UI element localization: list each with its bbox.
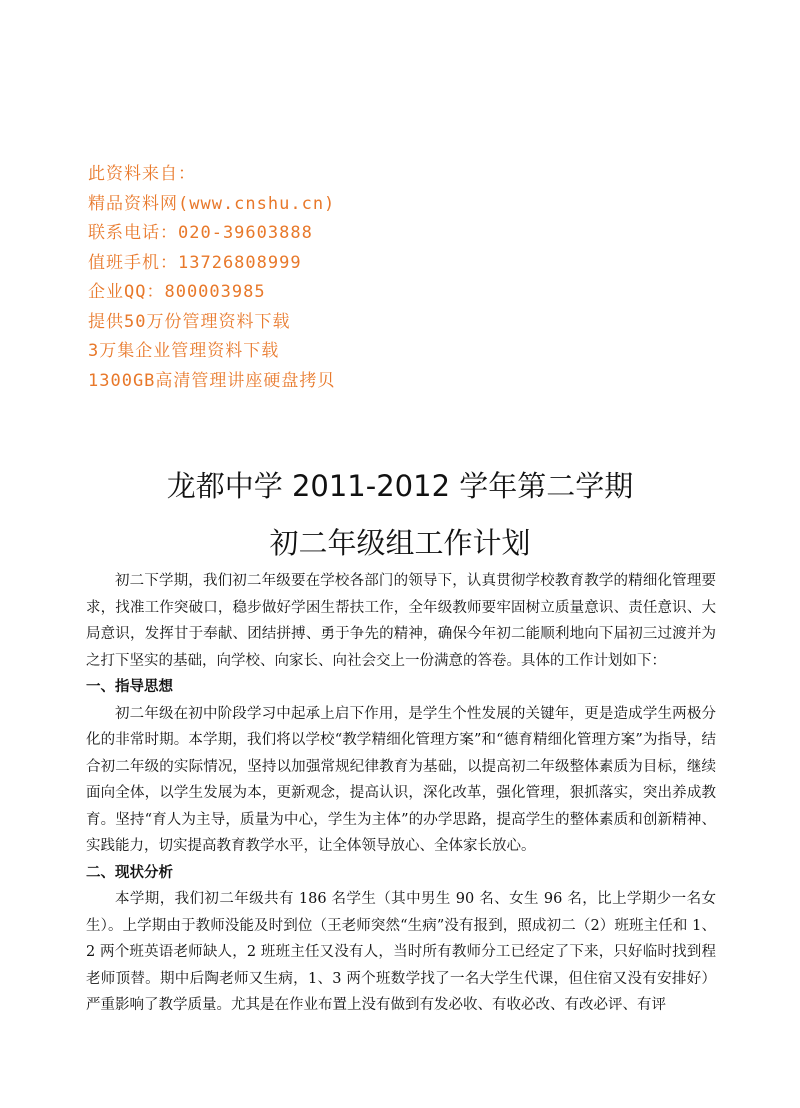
intro-paragraph: 初二下学期，我们初二年级要在学校各部门的领导下，认真贯彻学校教育教学的精细化管理要求，找准工作突破口，稳步做好学困生帮扶工作，全年级教师要牢固树立质量意识、责任意识、大局意识，发挥甘于奉献、团结拼搏、勇于争先的精神，确保今年初二能顺利地向下届初三过渡并为之打下坚实的基础，向学校、向家长、向社会交上一份满意的答卷。具体的工作计划如下： — [86, 573, 716, 669]
document-title: 龙都中学 2011-2012 学年第二学期 — [166, 469, 634, 503]
section-paragraph-current-analysis: 本学期，我们初二年级共有 186 名学生（其中男生 90 名、女生 96 名，比上学期少一名女生）。上学期由于教师没能及时到位（王老师突然“生病”没有报到，照成初二（2）班班主任和 1、2 两个班英语老师缺人，2 班班主任又没有人，当时所有教师分工已经定了下来，只好临时找到程老师顶替。期中后陶老师又生病，1、3 两个班数学找了一名大学生代课，但住宿又没有安排好）严重影响了教学质量。尤其是在作业布置上没有做到有发必收、有收必改、有改必评、有评 — [86, 891, 716, 1013]
promo-line-phone: 联系电话：020-39603888 — [88, 223, 313, 243]
promo-line-website: 精品资料网(www.cnshu.cn) — [88, 193, 336, 214]
promo-block — [88, 160, 588, 396]
section-heading-guiding-ideas: 一、指导思想 — [86, 679, 173, 695]
promo-line-mobile: 值班手机：13726808999 — [88, 252, 302, 273]
promo-line-offer-2: 3万集企业管理资料下载 — [88, 341, 280, 361]
document-subtitle: 初二年级组工作计划 — [269, 526, 531, 560]
document-body — [86, 568, 716, 1019]
promo-line-qq: 企业QQ：800003985 — [88, 282, 266, 302]
section-paragraph-guiding-ideas: 初二年级在初中阶段学习中起承上启下作用，是学生个性发展的关键年，更是造成学生两极分化的非常时期。本学期，我们将以学校“教学精细化管理方案”和“德育精细化管理方案”为指导，结合初二年级的实际情况，坚持以加强常规纪律教育为基础，以提高初二年级整体素质为目标，继续面向全体，以学生发展为本，更新观念，提高认识，深化改革，强化管理，狠抓落实，突出养成教育。坚持“育人为主导，质量为中心，学生为主体”的办学思路，提高学生的整体素质和创新精神、实践能力，切实提高教育教学水平，让全体领导放心、全体家长放心。 — [86, 705, 716, 854]
promo-line-source: 此资料来自： — [88, 164, 196, 184]
promo-line-offer-3: 1300GB高清管理讲座硬盘拷贝 — [88, 370, 336, 391]
section-heading-current-analysis: 二、现状分析 — [86, 864, 173, 881]
promo-line-offer-1: 提供50万份管理资料下载 — [88, 311, 291, 332]
